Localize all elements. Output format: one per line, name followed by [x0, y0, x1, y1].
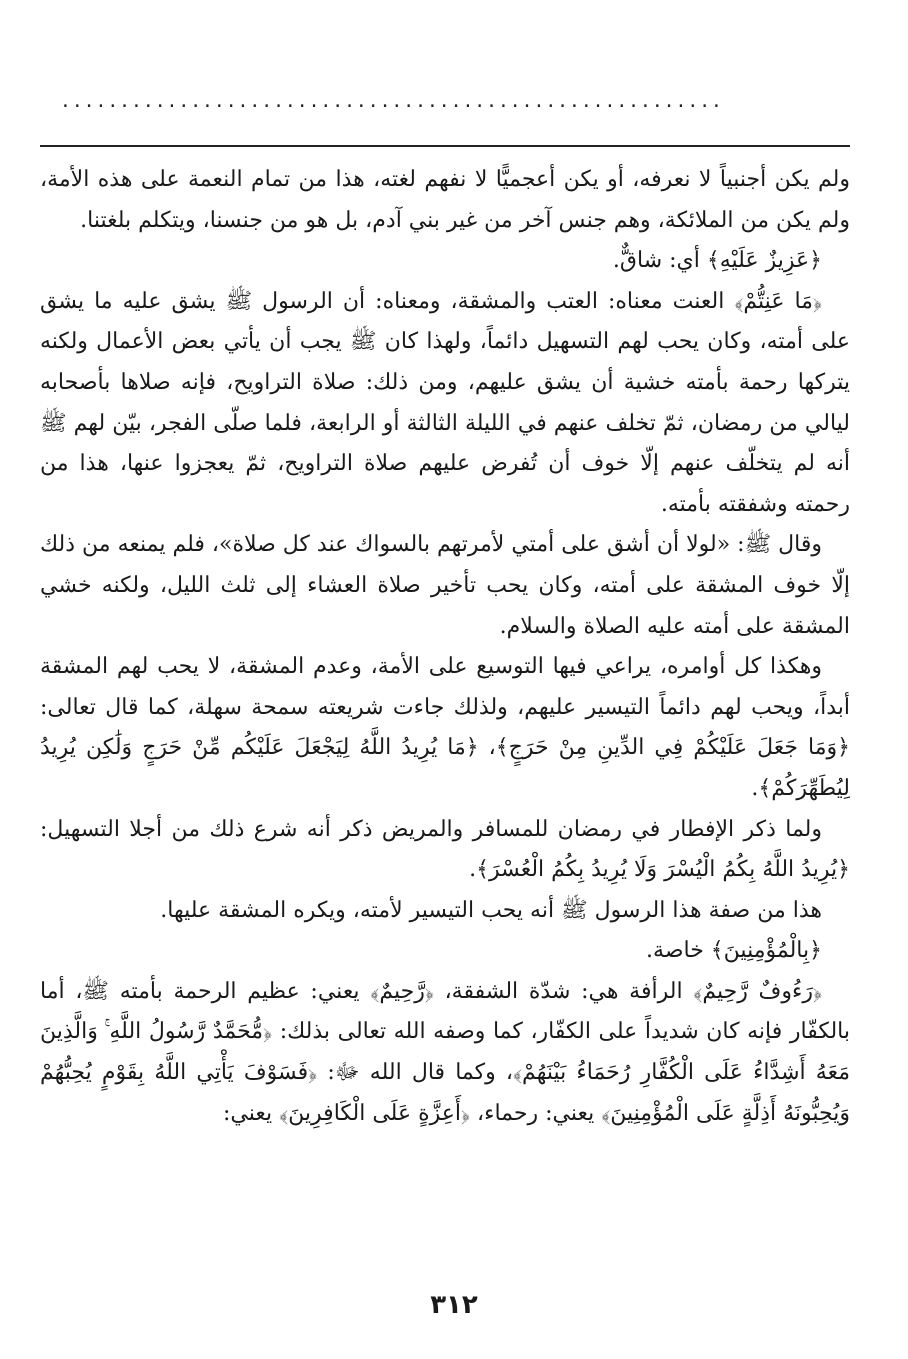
- paragraph-1: ولم يكن أجنبياً لا نعرفه، أو يكن أعجميًّا لا نفهم لغته، هذا من تمام النعمة على هذه الأمة، ولم يكن من الملائكة، وهم جنس آخر من غير بني آدم، بل هو من جنسنا، ويتكلم بلغتنا.: [40, 167, 850, 233]
- header-rule: [40, 145, 850, 147]
- page-body: [40, 160, 850, 1134]
- paragraph-5: وهكذا كل أوامره، يراعي فيها التوسيع على الأمة، وعدم المشقة، لا يحب لهم المشقة أبداً، ويحب لهم دائماً التيسير عليهم، ولذلك جاءت شريعته سمحة سهلة، كما قال تعالى: ﴿وَمَا جَعَلَ عَلَيْكُمْ فِي الدِّينِ مِنْ حَرَجٍ﴾، ﴿مَا يُرِيدُ اللَّهُ لِيَجْعَلَ عَلَيْكُم مِّنْ حَرَجٍ وَلَٰكِن يُرِيدُ لِيُطَهِّرَكُمْ﴾.: [40, 654, 850, 801]
- paragraph-3: ﴿مَا عَنِتُّمْ﴾ العنت معناه: العتب والمشقة، ومعناه: أن الرسول ﷺ يشق عليه ما يشق على أمته، وكان يحب لهم التسهيل دائماً، ولهذا كان ﷺ يجب أن يأتي بعض الأعمال ولكنه يتركها رحمة بأمته خشية أن يشق عليهم، ومن ذلك: صلاة التراويح، فإنه صلاها بأصحابه ليالي من رمضان، ثمّ تخلف عنهم في الليلة الثالثة أو الرابعة، فلما صلّى الفجر، بيّن لهم ﷺ أنه لم يتخلّف عنهم إلّا خوف أن تُفرض عليهم صلاة التراويح، ثمّ يعجزوا عنها، هذا من رحمته وشفقته بأمته.: [40, 288, 850, 517]
- paragraph-6: ولما ذكر الإفطار في رمضان للمسافر والمريض ذكر أنه شرع ذلك من أجلا التسهيل: ﴿يُرِيدُ اللَّهُ بِكُمُ الْيُسْرَ وَلَا يُرِيدُ بِكُمُ الْعُسْرَ﴾.: [40, 816, 850, 883]
- paragraph-4: وقال ﷺ: «لولا أن أشق على أمتي لأمرتهم بالسواك عند كل صلاة»، فلم يمنعه من ذلك إلّا خوف المشقة على أمته، وكان يحب تأخير صلاة العشاء إلى ثلث الليل، ولكنه خشي المشقة على أمته عليه الصلاة والسلام.: [40, 532, 850, 639]
- paragraph-9: ﴿رَءُوفٌ رَّحِيمٌ﴾ الرأفة هي: شدّة الشفقة، ﴿رَّحِيمٌ﴾ يعني: عظيم الرحمة بأمته ﷺ، أما بالكفّار فإنه كان شديداً على الكفّار، كما وصفه الله تعالى بذلك: ﴿مُّحَمَّدٌ رَّسُولُ اللَّهِ ۚ وَالَّذِينَ مَعَهُ أَشِدَّاءُ عَلَى الْكُفَّارِ رُحَمَاءُ بَيْنَهُمْ﴾، وكما قال الله ﷻ: ﴿فَسَوْفَ يَأْتِي اللَّهُ بِقَوْمٍ يُحِبُّهُمْ وَيُحِبُّونَهُ أَذِلَّةٍ عَلَى الْمُؤْمِنِينَ﴾ يعني: رحماء، ﴿أَعِزَّةٍ عَلَى الْكَافِرِينَ﴾ يعني:: [40, 978, 850, 1126]
- header-dotted-line: ........................................................: [60, 95, 723, 109]
- paragraph-8: ﴿بِالْمُؤْمِنِينَ﴾ خاصة.: [646, 938, 822, 964]
- paragraph-2: ﴿عَزِيزٌ عَلَيْهِ﴾ أي: شاقٌّ.: [612, 248, 822, 274]
- paragraph-7: هذا من صفة هذا الرسول ﷺ أنه يحب التيسير لأمته، ويكره المشقة عليها.: [160, 897, 822, 923]
- page-number: ٣١٢: [430, 1290, 478, 1320]
